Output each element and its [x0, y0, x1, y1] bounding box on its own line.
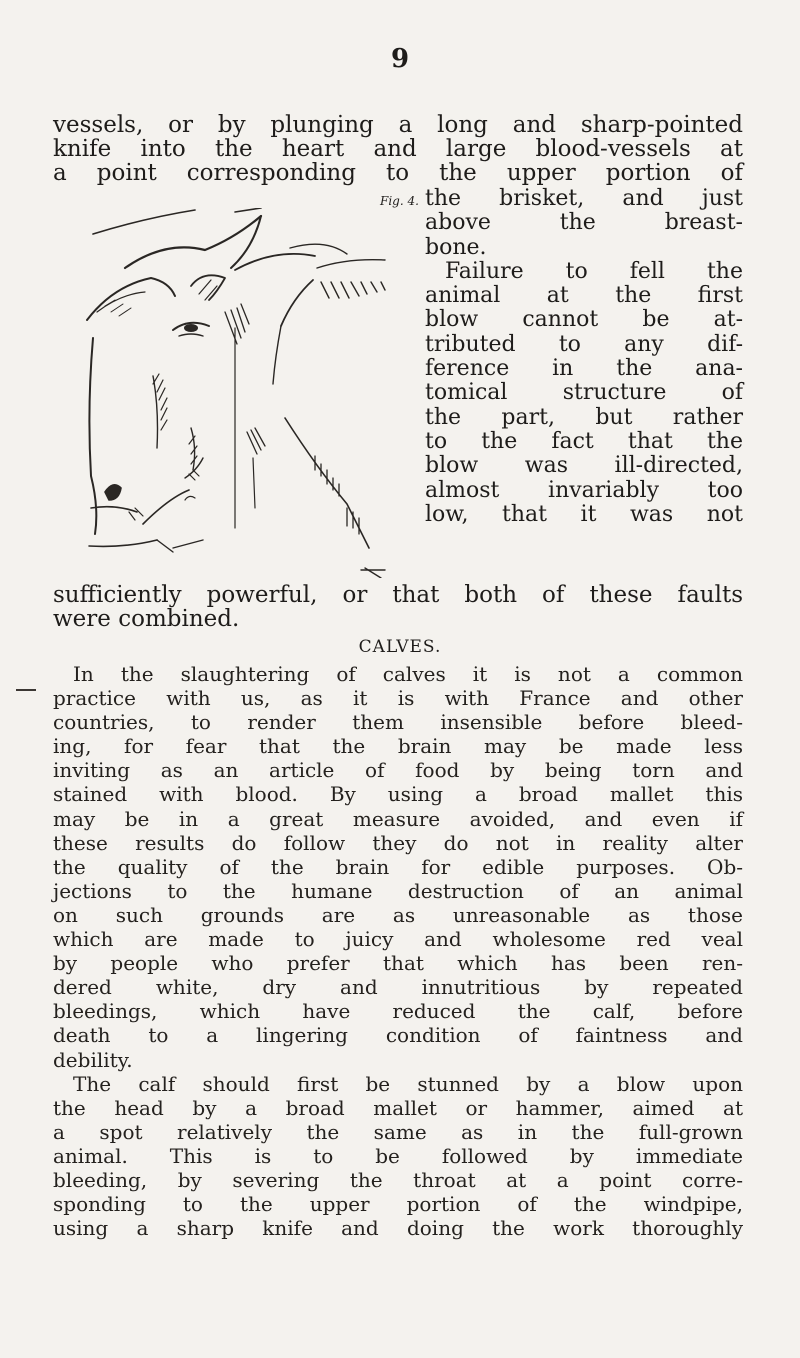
steer-head-figure — [85, 208, 425, 578]
text-line: the brisket, and just — [425, 186, 743, 211]
calves-section-body — [53, 662, 743, 1240]
text-line: a point corresponding to the upper portion of — [53, 160, 743, 186]
text-line: the quality of the brain for edible purposes. Ob- — [53, 854, 743, 879]
text-line: animal at the first — [425, 283, 743, 309]
text-line: dered white, dry and innutritious by repeated — [53, 975, 743, 1000]
text-line: a spot relatively the same as in the full-grown — [53, 1119, 743, 1144]
page-number: 9 — [390, 44, 410, 74]
figure-label: Fig. 4. — [380, 194, 419, 208]
text-line: ing, for fear that the brain may be made less — [53, 734, 743, 759]
text-line: which are made to juicy and wholesome red veal — [53, 927, 743, 952]
text-line: blow was ill-directed, — [425, 453, 743, 479]
text-line: low, that it was not — [425, 501, 743, 527]
text-line: practice with us, as it is with France and other — [53, 686, 743, 711]
text-line: jections to the humane destruction of an animal — [53, 878, 743, 903]
text-line: animal. This is to be followed by immediate — [53, 1143, 743, 1168]
text-line: In the slaughtering of calves it is not a common — [73, 662, 743, 686]
text-line: by people who prefer that which has been ren- — [53, 951, 743, 976]
intro-paragraph — [53, 113, 743, 185]
text-line: on such grounds are as unreasonable as those — [53, 902, 743, 927]
text-line: to the fact that the — [425, 428, 743, 454]
text-line: the head by a broad mallet or hammer, aimed at — [53, 1095, 743, 1120]
text-line: bone. — [425, 234, 487, 260]
text-line: ference in the ana- — [425, 356, 743, 382]
after-figure-paragraph — [53, 583, 743, 631]
text-line: stained with blood. By using a broad mallet this — [53, 782, 743, 807]
text-line: vessels, or by plunging a long and sharp-pointed — [53, 112, 743, 138]
text-line: bleedings, which have reduced the calf, before — [53, 999, 743, 1024]
text-line: sufficiently powerful, or that both of these faults — [53, 582, 743, 608]
margin-mark — [16, 689, 36, 691]
text-line: these results do follow they do not in reality alter — [53, 830, 743, 855]
text-line: may be in a great measure avoided, and even if — [53, 806, 743, 831]
wrapped-text-column — [425, 187, 743, 527]
text-line: tomical structure of — [425, 380, 743, 406]
text-line: blow cannot be at- — [425, 307, 743, 333]
steer-head-illustration — [85, 208, 425, 578]
text-line: tributed to any dif- — [425, 331, 743, 357]
text-line: the part, but rather — [425, 404, 743, 430]
text-line: knife into the heart and large blood-vessels at — [53, 136, 743, 162]
text-line: were combined. — [53, 606, 240, 632]
text-line: sponding to the upper portion of the windpipe, — [53, 1192, 743, 1217]
text-line: debility. — [53, 1047, 133, 1072]
text-line: inviting as an article of food by being torn and — [53, 758, 743, 783]
text-line: bleeding, by severing the throat at a point corre- — [53, 1167, 743, 1192]
text-line: countries, to render them insensible before bleed- — [53, 710, 743, 735]
section-heading: CALVES. — [358, 637, 442, 657]
text-line: almost invariably too — [425, 477, 743, 503]
text-line: The calf should first be stunned by a blow upon — [73, 1071, 743, 1096]
text-line: Failure to fell the — [445, 258, 743, 284]
text-line: above the breast- — [425, 210, 743, 236]
text-line: using a sharp knife and doing the work thoroughly — [53, 1216, 743, 1241]
text-line: death to a lingering condition of faintness and — [53, 1023, 743, 1048]
